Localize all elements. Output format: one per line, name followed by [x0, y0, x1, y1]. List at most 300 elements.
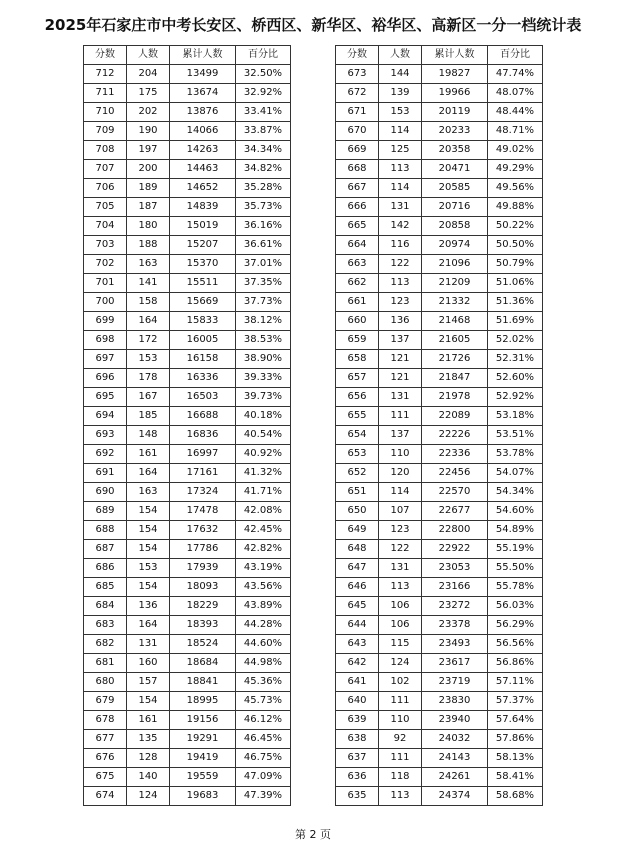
header-count: 人数 [379, 46, 422, 65]
table-row [336, 350, 543, 369]
cell-score: 709 [84, 122, 127, 141]
cell-cumulative: 24143 [422, 749, 488, 768]
cell-cumulative: 20716 [422, 198, 488, 217]
cell-cumulative: 23272 [422, 597, 488, 616]
cell-percent: 58.68% [488, 787, 543, 806]
cell-score: 637 [336, 749, 379, 768]
cell-percent: 47.74% [488, 65, 543, 84]
cell-count: 137 [379, 426, 422, 445]
cell-cumulative: 21978 [422, 388, 488, 407]
table-row [84, 578, 291, 597]
cell-score: 700 [84, 293, 127, 312]
cell-count: 189 [127, 179, 170, 198]
cell-score: 681 [84, 654, 127, 673]
table-row [336, 274, 543, 293]
cell-cumulative: 22456 [422, 464, 488, 483]
cell-cumulative: 22226 [422, 426, 488, 445]
cell-percent: 54.07% [488, 464, 543, 483]
cell-score: 697 [84, 350, 127, 369]
cell-cumulative: 19419 [170, 749, 236, 768]
cell-percent: 57.37% [488, 692, 543, 711]
table-row [84, 616, 291, 635]
cell-percent: 42.45% [236, 521, 291, 540]
cell-cumulative: 21726 [422, 350, 488, 369]
cell-percent: 34.34% [236, 141, 291, 160]
cell-cumulative: 20358 [422, 141, 488, 160]
table-row [84, 160, 291, 179]
cell-cumulative: 19827 [422, 65, 488, 84]
cell-count: 113 [379, 274, 422, 293]
cell-cumulative: 13499 [170, 65, 236, 84]
cell-cumulative: 16997 [170, 445, 236, 464]
cell-score: 683 [84, 616, 127, 635]
table-row [336, 540, 543, 559]
cell-score: 708 [84, 141, 127, 160]
cell-count: 124 [127, 787, 170, 806]
cell-percent: 39.33% [236, 369, 291, 388]
cell-cumulative: 24261 [422, 768, 488, 787]
cell-score: 644 [336, 616, 379, 635]
cell-percent: 39.73% [236, 388, 291, 407]
cell-cumulative: 17786 [170, 540, 236, 559]
cell-cumulative: 24032 [422, 730, 488, 749]
cell-count: 123 [379, 521, 422, 540]
table-row [84, 388, 291, 407]
cell-cumulative: 15511 [170, 274, 236, 293]
table-row [336, 787, 543, 806]
cell-percent: 53.18% [488, 407, 543, 426]
table-row [336, 711, 543, 730]
cell-score: 665 [336, 217, 379, 236]
cell-count: 153 [127, 559, 170, 578]
table-row [84, 407, 291, 426]
cell-cumulative: 22336 [422, 445, 488, 464]
cell-percent: 58.41% [488, 768, 543, 787]
cell-cumulative: 20471 [422, 160, 488, 179]
cell-percent: 36.16% [236, 217, 291, 236]
cell-score: 703 [84, 236, 127, 255]
cell-count: 154 [127, 540, 170, 559]
cell-cumulative: 19291 [170, 730, 236, 749]
table-row [336, 217, 543, 236]
table-row [336, 160, 543, 179]
table-row [336, 293, 543, 312]
cell-count: 121 [379, 369, 422, 388]
cell-percent: 44.98% [236, 654, 291, 673]
cell-score: 638 [336, 730, 379, 749]
table-row [336, 65, 543, 84]
cell-score: 710 [84, 103, 127, 122]
table-row [84, 692, 291, 711]
table-row [84, 597, 291, 616]
cell-count: 188 [127, 236, 170, 255]
cell-score: 698 [84, 331, 127, 350]
cell-count: 113 [379, 578, 422, 597]
cell-score: 658 [336, 350, 379, 369]
table-row [84, 293, 291, 312]
cell-count: 154 [127, 502, 170, 521]
cell-cumulative: 14652 [170, 179, 236, 198]
table-row [336, 198, 543, 217]
cell-percent: 56.29% [488, 616, 543, 635]
cell-count: 114 [379, 483, 422, 502]
cell-cumulative: 20974 [422, 236, 488, 255]
cell-score: 654 [336, 426, 379, 445]
table-row [336, 521, 543, 540]
cell-score: 642 [336, 654, 379, 673]
cell-count: 139 [379, 84, 422, 103]
cell-count: 167 [127, 388, 170, 407]
cell-count: 120 [379, 464, 422, 483]
cell-score: 662 [336, 274, 379, 293]
cell-score: 648 [336, 540, 379, 559]
cell-percent: 52.02% [488, 331, 543, 350]
cell-cumulative: 14066 [170, 122, 236, 141]
table-row [336, 749, 543, 768]
cell-count: 136 [127, 597, 170, 616]
cell-cumulative: 18393 [170, 616, 236, 635]
table-row [84, 350, 291, 369]
cell-percent: 37.35% [236, 274, 291, 293]
cell-percent: 48.71% [488, 122, 543, 141]
cell-cumulative: 18841 [170, 673, 236, 692]
cell-cumulative: 23166 [422, 578, 488, 597]
cell-percent: 45.73% [236, 692, 291, 711]
table-row [84, 768, 291, 787]
cell-count: 123 [379, 293, 422, 312]
cell-score: 711 [84, 84, 127, 103]
cell-score: 679 [84, 692, 127, 711]
cell-count: 190 [127, 122, 170, 141]
cell-score: 680 [84, 673, 127, 692]
cell-count: 115 [379, 635, 422, 654]
cell-percent: 45.36% [236, 673, 291, 692]
cell-percent: 47.09% [236, 768, 291, 787]
header-score: 分数 [84, 46, 127, 65]
cell-percent: 38.53% [236, 331, 291, 350]
cell-score: 669 [336, 141, 379, 160]
cell-count: 107 [379, 502, 422, 521]
cell-cumulative: 18229 [170, 597, 236, 616]
cell-percent: 55.19% [488, 540, 543, 559]
table-row [336, 388, 543, 407]
cell-cumulative: 21096 [422, 255, 488, 274]
header-cumulative: 累计人数 [170, 46, 236, 65]
table-row [84, 255, 291, 274]
cell-cumulative: 19683 [170, 787, 236, 806]
cell-cumulative: 16688 [170, 407, 236, 426]
cell-percent: 51.06% [488, 274, 543, 293]
table-row [336, 426, 543, 445]
table-row [84, 274, 291, 293]
table-row [84, 122, 291, 141]
cell-score: 688 [84, 521, 127, 540]
cell-score: 651 [336, 483, 379, 502]
cell-percent: 43.19% [236, 559, 291, 578]
cell-score: 653 [336, 445, 379, 464]
cell-percent: 46.12% [236, 711, 291, 730]
page-number: 第 2 页 [295, 828, 331, 841]
cell-count: 92 [379, 730, 422, 749]
header-percent: 百分比 [488, 46, 543, 65]
cell-percent: 40.54% [236, 426, 291, 445]
table-row [336, 445, 543, 464]
cell-count: 131 [379, 388, 422, 407]
cell-count: 135 [127, 730, 170, 749]
cell-cumulative: 24374 [422, 787, 488, 806]
table-row [84, 426, 291, 445]
cell-percent: 55.78% [488, 578, 543, 597]
cell-score: 635 [336, 787, 379, 806]
cell-score: 690 [84, 483, 127, 502]
cell-count: 137 [379, 331, 422, 350]
table-row [84, 331, 291, 350]
cell-count: 197 [127, 141, 170, 160]
score-table-right [335, 45, 543, 806]
cell-cumulative: 16158 [170, 350, 236, 369]
cell-percent: 42.82% [236, 540, 291, 559]
cell-count: 118 [379, 768, 422, 787]
table-row [336, 84, 543, 103]
table-row [336, 578, 543, 597]
cell-percent: 48.07% [488, 84, 543, 103]
cell-cumulative: 21605 [422, 331, 488, 350]
cell-score: 636 [336, 768, 379, 787]
cell-cumulative: 13876 [170, 103, 236, 122]
cell-score: 639 [336, 711, 379, 730]
cell-count: 175 [127, 84, 170, 103]
cell-percent: 33.87% [236, 122, 291, 141]
cell-count: 161 [127, 445, 170, 464]
cell-percent: 41.71% [236, 483, 291, 502]
cell-cumulative: 23378 [422, 616, 488, 635]
table-row [336, 483, 543, 502]
cell-cumulative: 21332 [422, 293, 488, 312]
cell-score: 668 [336, 160, 379, 179]
cell-percent: 57.64% [488, 711, 543, 730]
cell-score: 712 [84, 65, 127, 84]
cell-cumulative: 17478 [170, 502, 236, 521]
cell-percent: 52.92% [488, 388, 543, 407]
cell-count: 110 [379, 711, 422, 730]
table-row [84, 312, 291, 331]
table-row [84, 141, 291, 160]
cell-percent: 53.78% [488, 445, 543, 464]
cell-percent: 42.08% [236, 502, 291, 521]
cell-count: 106 [379, 616, 422, 635]
cell-count: 158 [127, 293, 170, 312]
cell-score: 704 [84, 217, 127, 236]
cell-percent: 49.88% [488, 198, 543, 217]
cell-count: 113 [379, 160, 422, 179]
cell-cumulative: 17939 [170, 559, 236, 578]
score-table-left [83, 45, 291, 806]
cell-count: 114 [379, 122, 422, 141]
cell-percent: 38.90% [236, 350, 291, 369]
cell-score: 643 [336, 635, 379, 654]
cell-count: 164 [127, 464, 170, 483]
cell-percent: 32.50% [236, 65, 291, 84]
cell-score: 674 [84, 787, 127, 806]
cell-score: 676 [84, 749, 127, 768]
cell-score: 647 [336, 559, 379, 578]
table-row [84, 84, 291, 103]
cell-cumulative: 17161 [170, 464, 236, 483]
cell-score: 659 [336, 331, 379, 350]
cell-score: 689 [84, 502, 127, 521]
cell-score: 655 [336, 407, 379, 426]
table-row [336, 730, 543, 749]
cell-percent: 52.60% [488, 369, 543, 388]
cell-percent: 48.44% [488, 103, 543, 122]
table-row [84, 635, 291, 654]
cell-count: 164 [127, 616, 170, 635]
cell-score: 640 [336, 692, 379, 711]
cell-count: 154 [127, 521, 170, 540]
cell-percent: 49.29% [488, 160, 543, 179]
table-row [336, 654, 543, 673]
cell-score: 663 [336, 255, 379, 274]
header-count: 人数 [127, 46, 170, 65]
cell-score: 699 [84, 312, 127, 331]
cell-count: 142 [379, 217, 422, 236]
cell-score: 694 [84, 407, 127, 426]
cell-cumulative: 18995 [170, 692, 236, 711]
cell-cumulative: 19966 [422, 84, 488, 103]
cell-score: 650 [336, 502, 379, 521]
table-row [336, 768, 543, 787]
cell-score: 645 [336, 597, 379, 616]
cell-percent: 36.61% [236, 236, 291, 255]
cell-score: 685 [84, 578, 127, 597]
cell-percent: 53.51% [488, 426, 543, 445]
cell-count: 185 [127, 407, 170, 426]
cell-score: 705 [84, 198, 127, 217]
cell-score: 656 [336, 388, 379, 407]
cell-percent: 50.50% [488, 236, 543, 255]
table-row [336, 635, 543, 654]
cell-score: 678 [84, 711, 127, 730]
cell-cumulative: 15019 [170, 217, 236, 236]
cell-cumulative: 15833 [170, 312, 236, 331]
cell-percent: 49.02% [488, 141, 543, 160]
cell-cumulative: 20233 [422, 122, 488, 141]
table-row [84, 730, 291, 749]
cell-cumulative: 22677 [422, 502, 488, 521]
cell-percent: 58.13% [488, 749, 543, 768]
cell-count: 111 [379, 749, 422, 768]
cell-percent: 57.11% [488, 673, 543, 692]
cell-score: 652 [336, 464, 379, 483]
cell-percent: 55.50% [488, 559, 543, 578]
cell-count: 128 [127, 749, 170, 768]
table-row [336, 369, 543, 388]
cell-score: 686 [84, 559, 127, 578]
cell-score: 672 [336, 84, 379, 103]
cell-count: 106 [379, 597, 422, 616]
cell-cumulative: 17632 [170, 521, 236, 540]
cell-count: 111 [379, 407, 422, 426]
cell-cumulative: 22089 [422, 407, 488, 426]
cell-count: 114 [379, 179, 422, 198]
cell-percent: 52.31% [488, 350, 543, 369]
cell-cumulative: 21209 [422, 274, 488, 293]
table-row [84, 445, 291, 464]
table-row [84, 483, 291, 502]
table-row [336, 122, 543, 141]
cell-cumulative: 23830 [422, 692, 488, 711]
cell-score: 661 [336, 293, 379, 312]
cell-cumulative: 21847 [422, 369, 488, 388]
table-row [336, 179, 543, 198]
cell-percent: 49.56% [488, 179, 543, 198]
cell-count: 125 [379, 141, 422, 160]
table-row [336, 616, 543, 635]
table-row [84, 711, 291, 730]
cell-count: 187 [127, 198, 170, 217]
cell-percent: 54.60% [488, 502, 543, 521]
cell-count: 202 [127, 103, 170, 122]
cell-cumulative: 19559 [170, 768, 236, 787]
cell-percent: 43.89% [236, 597, 291, 616]
cell-cumulative: 23940 [422, 711, 488, 730]
cell-score: 701 [84, 274, 127, 293]
cell-percent: 34.82% [236, 160, 291, 179]
cell-cumulative: 18093 [170, 578, 236, 597]
table-row [336, 331, 543, 350]
cell-score: 667 [336, 179, 379, 198]
cell-cumulative: 16503 [170, 388, 236, 407]
table-row [84, 521, 291, 540]
cell-score: 660 [336, 312, 379, 331]
cell-percent: 35.73% [236, 198, 291, 217]
cell-score: 657 [336, 369, 379, 388]
table-row [84, 787, 291, 806]
cell-percent: 37.73% [236, 293, 291, 312]
cell-count: 157 [127, 673, 170, 692]
table-row [84, 217, 291, 236]
cell-count: 111 [379, 692, 422, 711]
cell-count: 113 [379, 787, 422, 806]
cell-percent: 33.41% [236, 103, 291, 122]
cell-count: 124 [379, 654, 422, 673]
cell-score: 707 [84, 160, 127, 179]
table-row [336, 312, 543, 331]
cell-score: 682 [84, 635, 127, 654]
table-row [84, 103, 291, 122]
cell-score: 692 [84, 445, 127, 464]
cell-score: 677 [84, 730, 127, 749]
cell-score: 687 [84, 540, 127, 559]
table-row [84, 749, 291, 768]
cell-count: 141 [127, 274, 170, 293]
cell-count: 154 [127, 578, 170, 597]
cell-score: 666 [336, 198, 379, 217]
cell-cumulative: 21468 [422, 312, 488, 331]
cell-count: 172 [127, 331, 170, 350]
cell-cumulative: 14263 [170, 141, 236, 160]
table-row [84, 65, 291, 84]
cell-cumulative: 17324 [170, 483, 236, 502]
cell-score: 671 [336, 103, 379, 122]
cell-cumulative: 16836 [170, 426, 236, 445]
table-row [84, 673, 291, 692]
cell-percent: 50.79% [488, 255, 543, 274]
cell-cumulative: 23617 [422, 654, 488, 673]
cell-percent: 54.34% [488, 483, 543, 502]
header-score: 分数 [336, 46, 379, 65]
cell-score: 646 [336, 578, 379, 597]
